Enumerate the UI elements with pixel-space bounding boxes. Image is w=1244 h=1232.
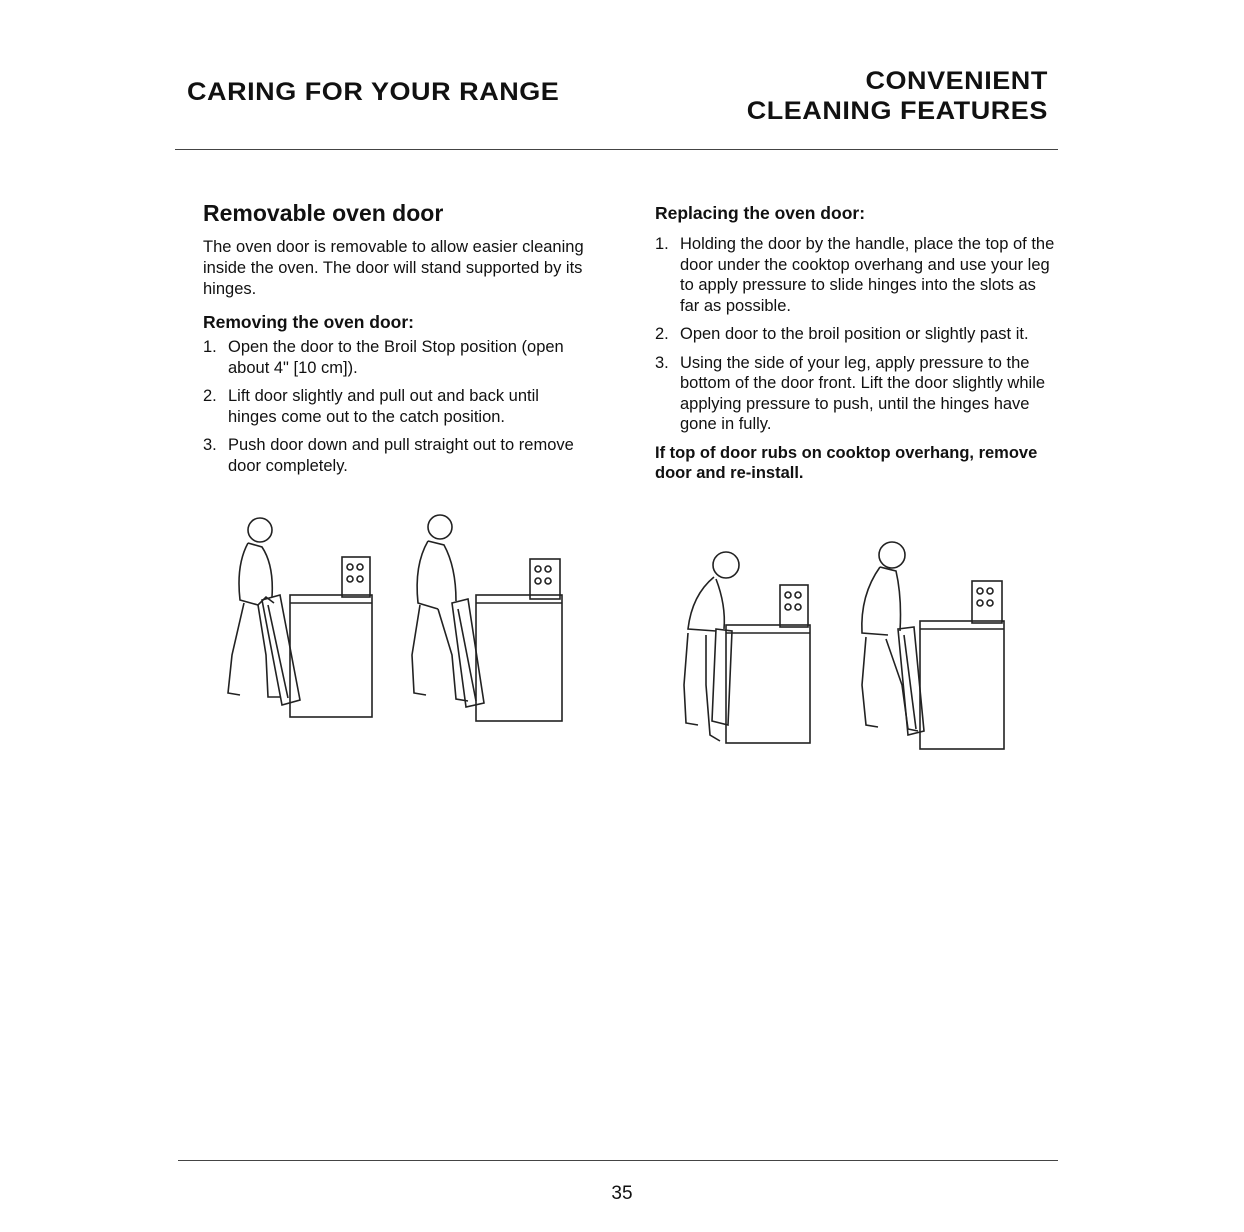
removing-step: [203, 337, 588, 378]
removing-steps: [203, 337, 588, 476]
bottom-divider: [178, 1160, 1058, 1161]
replacing-steps: [655, 234, 1055, 435]
header-right-line-2: CLEANING FEATURES: [746, 97, 1048, 125]
step-number: 2.: [655, 325, 669, 343]
step-text: Push door down and pull straight out to remove door completely.: [228, 436, 574, 475]
removing-door-illustration-2: [404, 505, 569, 730]
step-number: 1.: [203, 338, 217, 356]
intro-paragraph: The oven door is removable to allow easier cleaning inside the oven. The door will stand supported by its hinges.: [203, 238, 584, 298]
removing-title: Removing the oven door:: [203, 312, 414, 332]
step-text: Holding the door by the handle, place the top of the door under the cooktop overhang and use your leg to apply pressure to slide hinges into the slots as far as possible.: [680, 235, 1055, 315]
step-text: Using the side of your leg, apply pressure to the bottom of the door front. Lift the door slightly while applying pressure to push, until the hinges have gone in fully.: [680, 353, 1046, 433]
section-header-left: CARING FOR YOUR RANGE: [187, 78, 560, 106]
replacing-door-illustration-2: [852, 535, 1012, 755]
replacing-step: [655, 234, 1055, 316]
left-column: [203, 200, 588, 484]
replacing-door-illustration-1: [676, 545, 826, 750]
removing-step: [203, 386, 588, 427]
step-text: Lift door slightly and pull out and back until hinges come out to the catch position.: [228, 387, 539, 426]
right-column: [655, 203, 1055, 483]
step-number: 1.: [655, 235, 669, 253]
reinstall-note: If top of door rubs on cooktop overhang, remove door and re-install.: [655, 443, 1038, 482]
step-number: 3.: [655, 353, 669, 372]
removing-door-illustration-1: [222, 505, 382, 725]
replacing-step: [655, 353, 1055, 435]
page-number: 35: [611, 1183, 633, 1204]
top-divider: [175, 149, 1058, 150]
replacing-step: [655, 324, 1055, 345]
step-number: 2.: [203, 387, 217, 405]
section-title: Removable oven door: [203, 200, 444, 226]
header-right-line-1: CONVENIENT: [865, 67, 1048, 95]
step-number: 3.: [203, 436, 217, 454]
removing-step: [203, 435, 588, 476]
step-text: Open the door to the Broil Stop position (open about 4" [10 cm]).: [228, 338, 564, 377]
replacing-title: Replacing the oven door:: [655, 203, 866, 223]
section-header-right: [747, 66, 1048, 126]
step-text: Open door to the broil position or slightly past it.: [680, 325, 1029, 343]
